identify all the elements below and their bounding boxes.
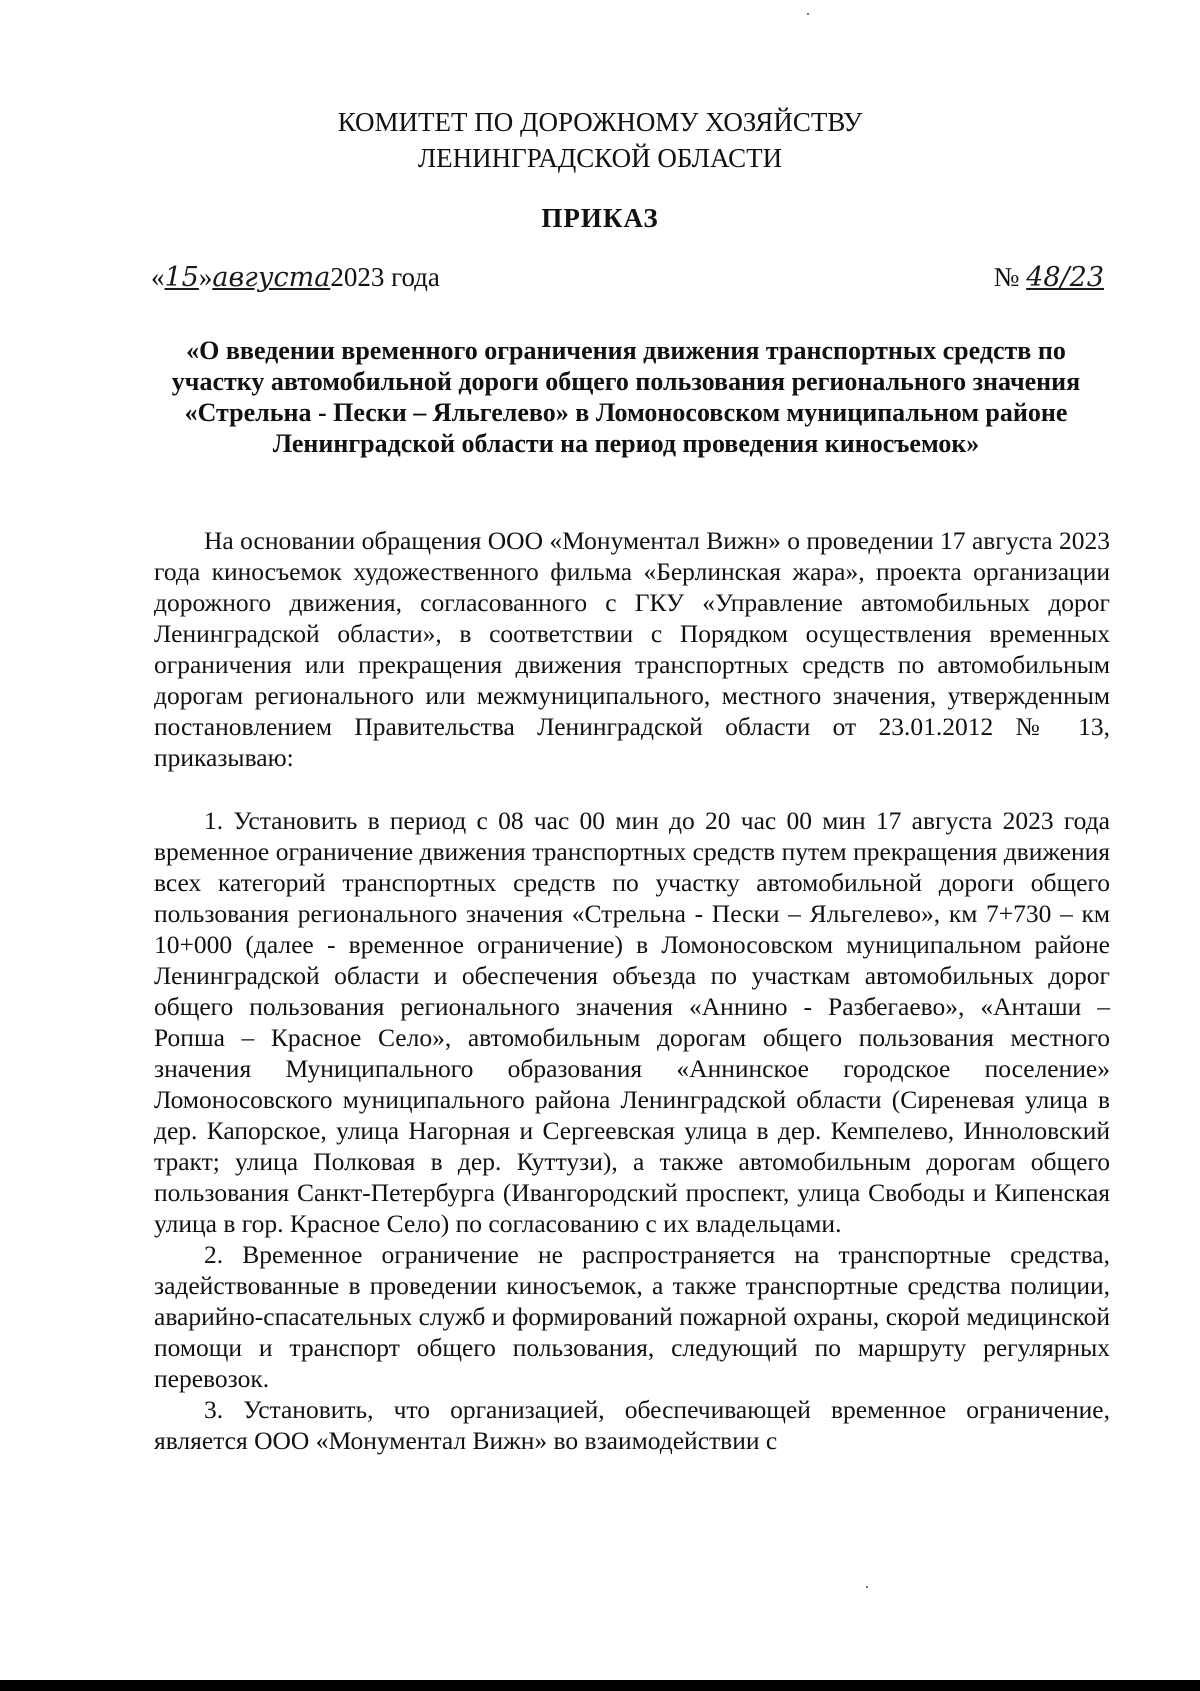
scan-bottom-edge <box>0 1680 1200 1691</box>
scan-speck <box>807 13 809 15</box>
date-day-handwritten: 15 <box>164 262 199 293</box>
order-number <box>994 262 1104 293</box>
item-3-paragraph: 3. Установить, что организацией, обеспечивающей временное ограничение, является ООО «Монументал Вижн» во взаимодействии с <box>154 1395 1110 1455</box>
committee-line-1: КОМИТЕТ ПО ДОРОЖНОМУ ХОЗЯЙСТВУ <box>337 107 863 137</box>
intro-paragraph: На основании обращения ООО «Монументал Вижн» о проведении 17 августа 2023 года киносъемок художественного фильма «Берлинская жара», проекта организации дорожного движения, согласованного с ГКУ «Управление автомобильных дорог Ленинградской области», в соответствии с Порядком осуществления временных ограничения или прекращения движения транспортных средств по автомобильным дорогам регионального или межмуниципального, местного значения, утвержденным постановлением Правительства Ленинградской области от 23.01.2012 № 13, приказываю: <box>154 526 1110 772</box>
number-prefix: № <box>993 262 1020 292</box>
order-date <box>151 262 440 293</box>
item-1-paragraph: 1. Установить в период с 08 час 00 мин до 20 час 00 мин 17 августа 2023 года временное ограничение движения транспортных средств путем прекращения движения всех категорий транспортных средств по участку автомобильной дороги общего пользования регионального значения «Стрельна - Пески – Яльгелево», км 7+730 – км 10+000 (далее - временное ограничение) в Ломоносовском муниципальном районе Ленинградской области и обеспечения объезда по участкам автомобильных дорог общего пользования регионального значения «Аннино - Разбегаево», «Анташи – Ропша – Красное Село», автомобильным дорогам общего пользования местного значения Муниципального образования «Аннинское городское поселение» Ломоносовского муниципального района Ленинградской области (Сиреневая улица в дер. Капорское, улица Нагорная и Сергеевская улица в дер. Кемпелево, Инноловский тракт; улица Полковая в дер. Куттузи), а также автомобильным дорогам общего пользования Санкт-Петербурга (Ивангородский проспект, улица Свободы и Кипенская улица в гор. Красное Село) по согласованию с их владельцами. <box>154 806 1110 1238</box>
date-close-quote: » <box>198 262 213 292</box>
item-2-paragraph: 2. Временное ограничение не распространяется на транспортные средства, задействованные в проведении киносъемок, а также транспортные средства полиции, аварийно-спасательных служб и формирований пожарной охраны, скорой медицинской помощи и транспорт общего пользования, следующий по маршруту регулярных перевозок. <box>154 1240 1110 1393</box>
order-body <box>154 525 1110 1456</box>
order-subject: «О введении временного ограничения движения транспортных средств по участку автомобильной дороги общего пользования регионального значения «Стрельна - Пески – Яльгелево» в Ломоносовском муниципальном районе Ленинградской области на период проведения киносъемок» <box>171 336 1081 458</box>
scan-speck <box>866 1586 868 1588</box>
number-value-handwritten: 48/23 <box>1026 262 1104 293</box>
committee-header <box>0 104 1200 176</box>
date-year: 2023 года <box>330 262 440 292</box>
date-open-quote: « <box>151 262 165 292</box>
date-month-handwritten: августа <box>212 262 331 293</box>
doc-type-title: ПРИКАЗ <box>541 203 659 233</box>
committee-line-2: ЛЕНИНГРАДСКОЙ ОБЛАСТИ <box>417 143 783 173</box>
